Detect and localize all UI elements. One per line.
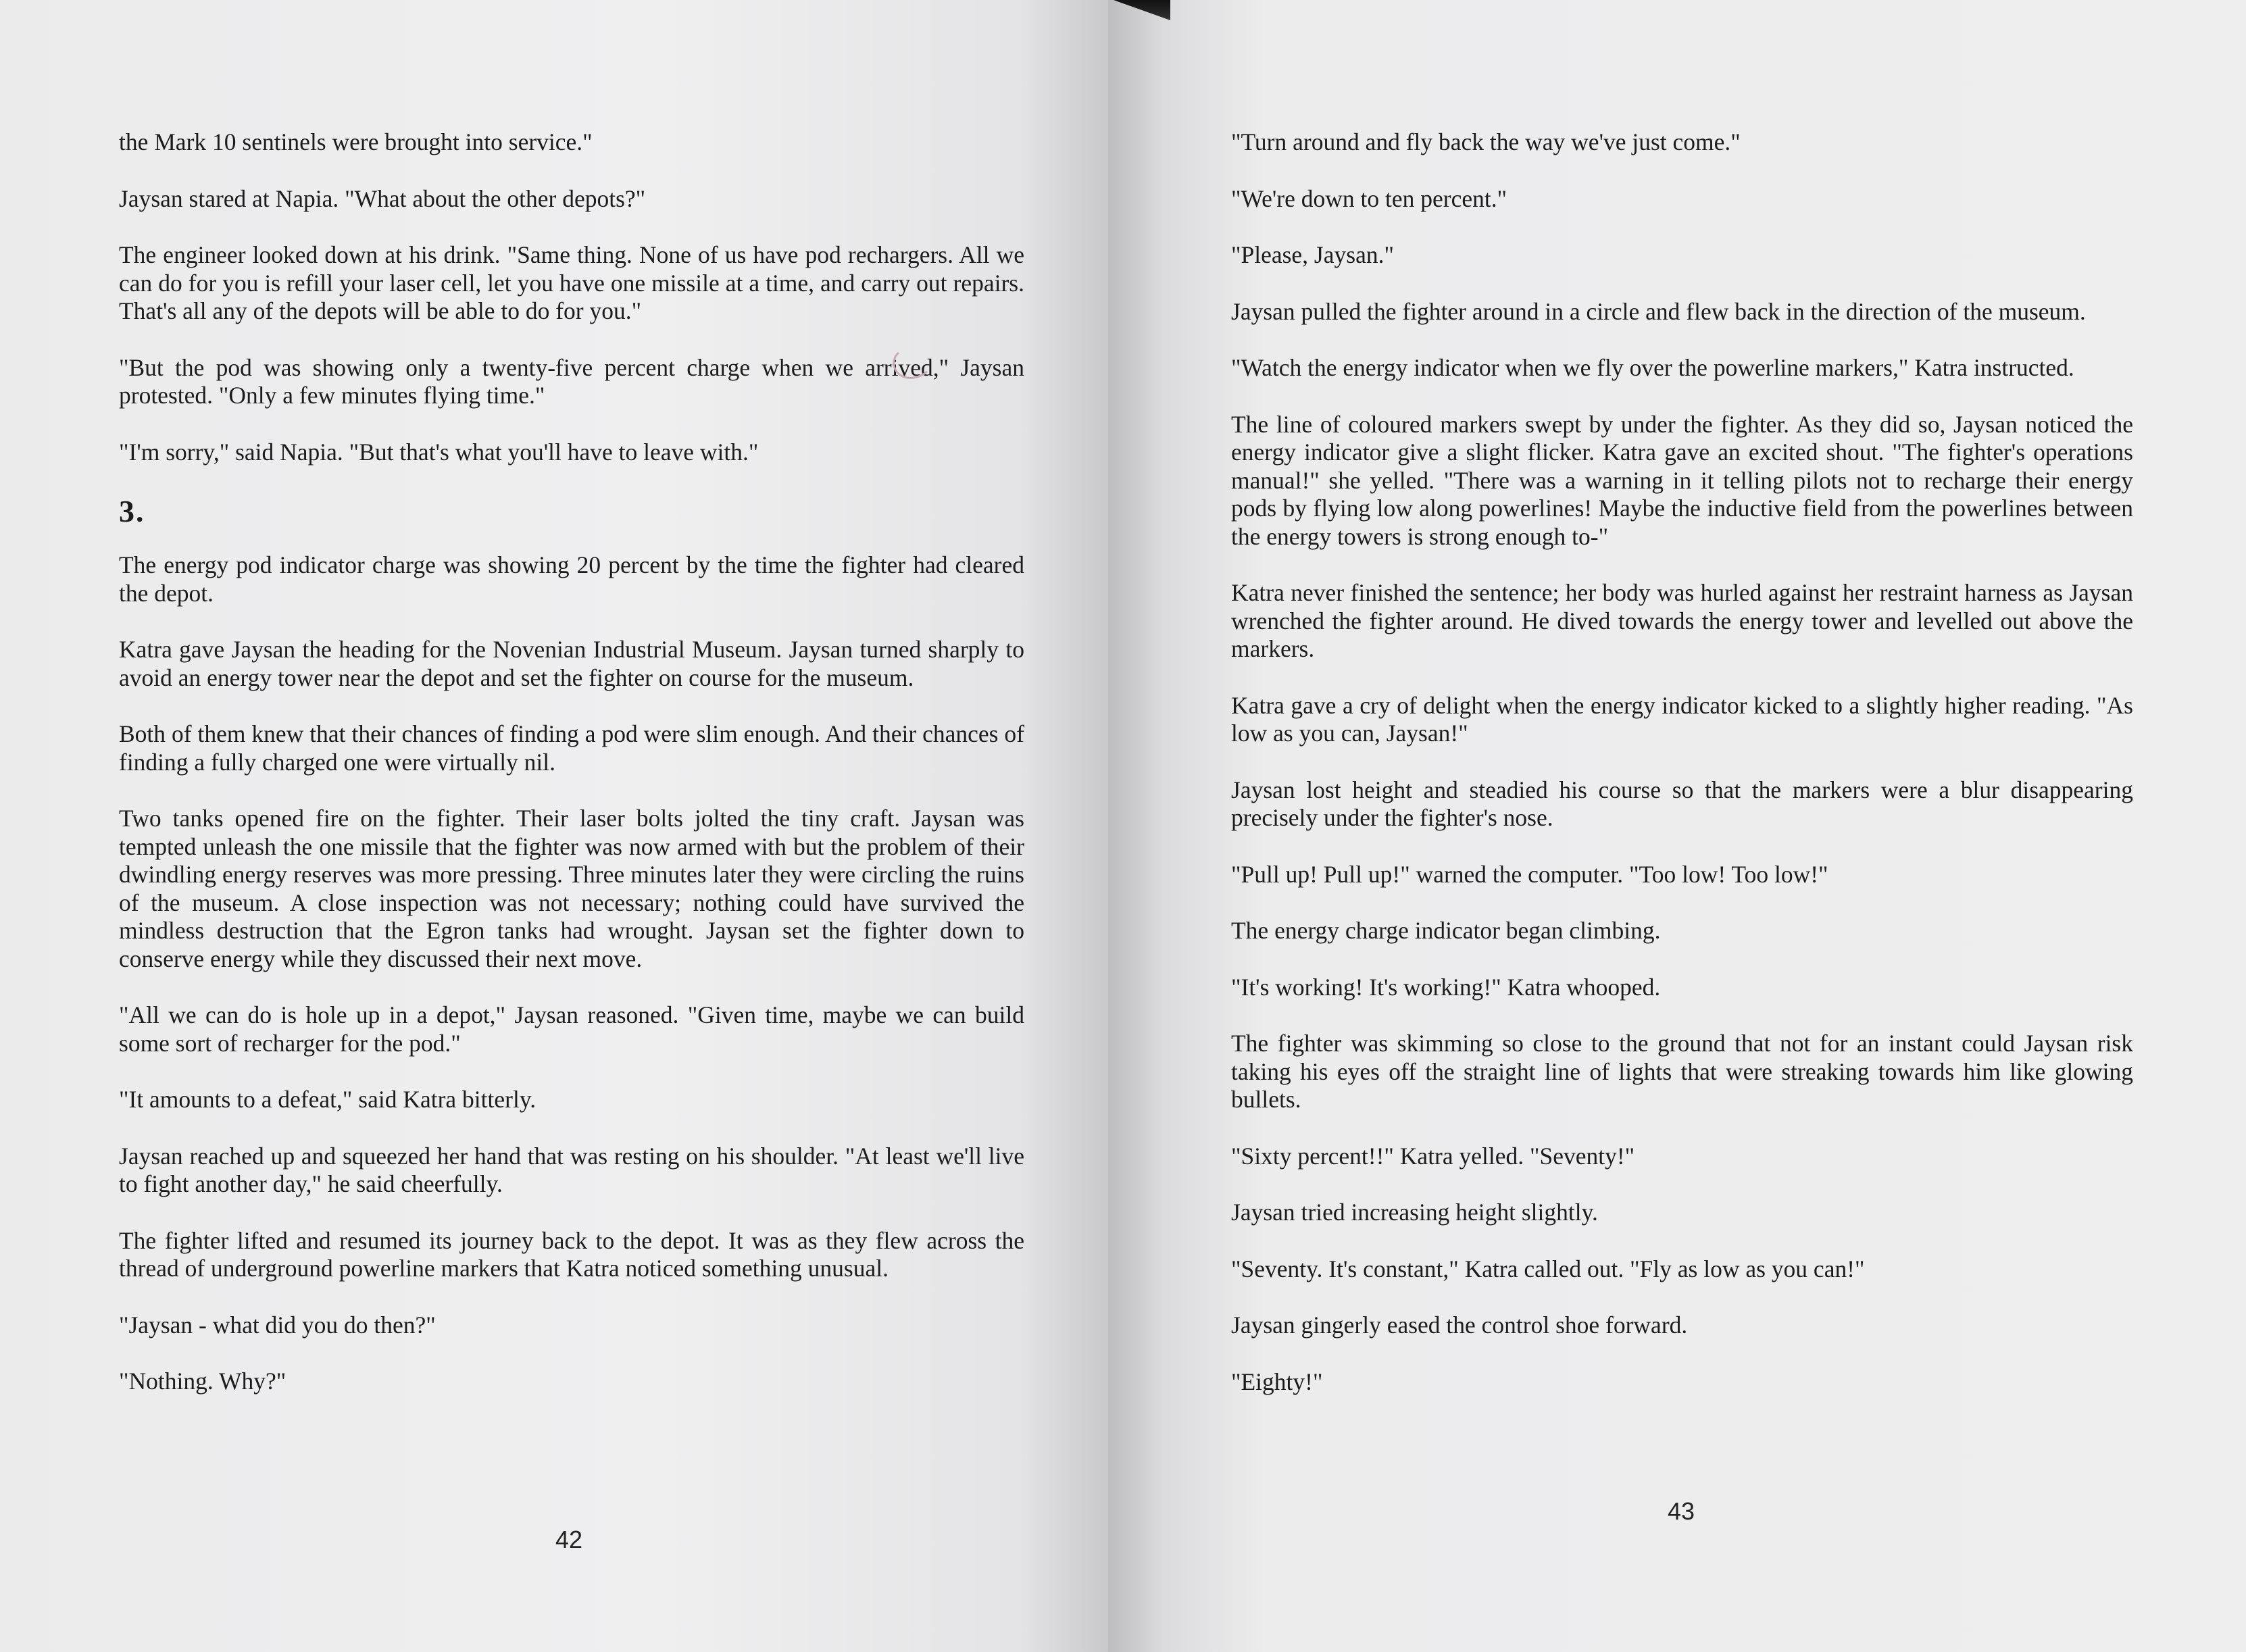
paragraph: "Sixty percent!!" Katra yelled. "Seventy!" [1231,1142,1635,1170]
paragraph: the Mark 10 sentinels were brought into service." [119,128,593,155]
paragraph: The engineer looked down at his drink. "Same thing. None of us have pod rechargers. All we can do for you is refill your laser cell, let you have one missile at a time, and carry out repairs. That's all any of the depots will be able to do for you." [119,241,1024,324]
paragraph: "But the pod was showing only a twenty-five percent charge when we arrived," Jaysan protested. "Only a few minutes flying time." [119,353,1024,409]
page-number: 43 [1668,1497,1695,1525]
paragraph: The fighter lifted and resumed its journey back to the depot. It was as they flew across the thread of underground powerline markers that Katra noticed something unusual. [119,1226,1024,1282]
paragraph: Jaysan lost height and steadied his course so that the markers were a blur disappearing precisely under the fighter's nose. [1231,776,2133,831]
paragraph: "Jaysan - what did you do then?" [119,1311,436,1338]
paragraph: "Seventy. It's constant," Katra called out. "Fly as low as you can!" [1231,1255,1865,1282]
paragraph: "It amounts to a defeat," said Katra bitterly. [119,1086,536,1113]
paragraph: "All we can do is hole up in a depot," Jaysan reasoned. "Given time, maybe we can build some sort of recharger for the pod." [119,1001,1024,1057]
right-page-text [1231,128,2133,1424]
paragraph: "Pull up! Pull up!" warned the computer. "Too low! Too low!" [1231,860,1828,888]
paragraph: Katra never finished the sentence; her body was hurled against her restraint harness as Jaysan wrenched the fighter around. He dived towards the energy tower and levelled out above the markers. [1231,579,2133,662]
pen-mark-icon [878,351,932,402]
paragraph: Katra gave Jaysan the heading for the Novenian Industrial Museum. Jaysan turned sharply to avoid an energy tower near the depot and set the fighter on course for the museum. [119,636,1024,691]
paragraph: Jaysan tried increasing height slightly. [1231,1199,1598,1226]
paragraph: "Please, Jaysan." [1231,241,1394,268]
paragraph: "It's working! It's working!" Katra whooped. [1231,973,1661,1001]
paragraph: "We're down to ten percent." [1231,184,1507,212]
paragraph: The fighter was skimming so close to the ground that not for an instant could Jaysan risk taking his eyes off the straight line of lights that were streaking towards him like glowing bullets. [1231,1030,2133,1113]
paragraph: Two tanks opened fire on the fighter. Their laser bolts jolted the tiny craft. Jaysan was tempted unleash the one missile that the fighter was now armed with but the problem of their dwindling energy reserves was more pressing. Three minutes later they were circling the ruins of the museum. A close inspection was not necessary; nothing could have survived the mindless destruction that the Egron tanks had wrought. Jaysan set the fighter down to conserve energy while they discussed their next move. [119,805,1024,972]
left-page-text [119,128,1024,1424]
paragraph: Jaysan gingerly eased the control shoe forward. [1231,1311,1688,1338]
paragraph: "I'm sorry," said Napia. "But that's what you'll have to leave with." [119,438,759,466]
paragraph: The energy charge indicator began climbing. [1231,917,1661,944]
right-page [1108,0,2246,1652]
paragraph: "Eighty!" [1231,1368,1323,1395]
paragraph: Jaysan stared at Napia. "What about the other depots?" [119,184,646,212]
left-page [0,0,1108,1652]
paragraph: "Turn around and fly back the way we've just come." [1231,128,1741,155]
paragraph: Both of them knew that their chances of finding a pod were slim enough. And their chances of finding a fully charged one were virtually nil. [119,720,1024,776]
paragraph: "Watch the energy indicator when we fly over the powerline markers," Katra instructed. [1231,354,2074,381]
page-number: 42 [555,1526,583,1553]
paragraph: "Nothing. Why?" [119,1368,286,1395]
chapter-heading: 3. [119,494,145,528]
paragraph: Jaysan pulled the fighter around in a circle and flew back in the direction of the museum. [1231,297,2086,325]
paragraph: Katra gave a cry of delight when the energy indicator kicked to a slightly higher reading. "As low as you can, Jaysan!" [1231,691,2133,747]
paragraph: The line of coloured markers swept by under the fighter. As they did so, Jaysan noticed the energy indicator give a slight flicker. Katra gave an excited shout. "The fighter's operations manual!" she yelled. "There was a warning in it telling pilots not to recharge their energy pods by flying low along powerlines! Maybe the inductive field from the powerlines between the energy towers is strong enough to-" [1231,410,2133,550]
paragraph: Jaysan reached up and squeezed her hand that was resting on his shoulder. "At least we'll live to fight another day," he said cheerfully. [119,1142,1024,1197]
paragraph: The energy pod indicator charge was showing 20 percent by the time the fighter had cleared the depot. [119,551,1024,607]
